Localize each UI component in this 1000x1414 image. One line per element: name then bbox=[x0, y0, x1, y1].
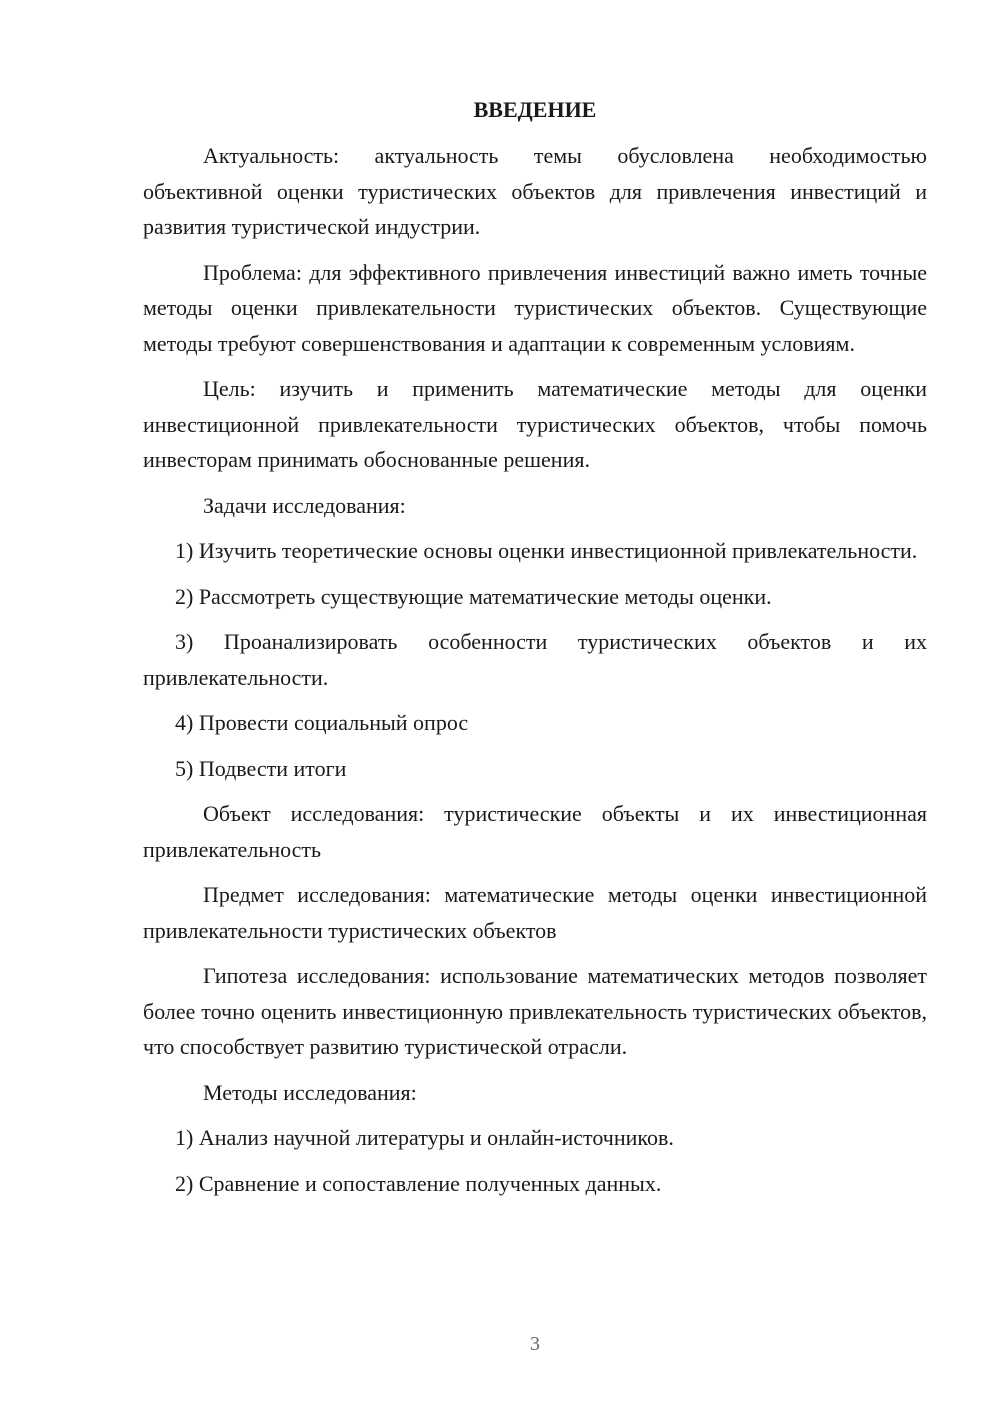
task-item: 4) Провести социальный опрос bbox=[175, 710, 469, 735]
page-number: 3 bbox=[530, 1333, 540, 1355]
methods-title: Методы исследования: bbox=[203, 1079, 417, 1105]
page-content bbox=[143, 94, 927, 1201]
task-item: 5) Подвести итоги bbox=[175, 755, 347, 781]
task-item: 1) Изучить теоретические основы оценки инвестиционной привлекательности. bbox=[175, 538, 918, 563]
relevance-paragraph: Актуальность: актуальность темы обусловлена необходимостью объективной оценки туристических объектов для привлечения инвестиций и развития туристической индустрии. bbox=[143, 143, 927, 239]
goal-paragraph: Цель: изучить и применить математические методы для оценки инвестиционной привлекательности туристических объектов, чтобы помочь инвесторам принимать обоснованные решения. bbox=[143, 376, 927, 472]
page-title: ВВЕДЕНИЕ bbox=[473, 97, 597, 122]
subject-paragraph: Предмет исследования: математические методы оценки инвестиционной привлекательности туристических объектов bbox=[143, 882, 927, 943]
method-item: 1) Анализ научной литературы и онлайн-источников. bbox=[175, 1125, 674, 1150]
hypothesis-paragraph: Гипотеза исследования: использование математических методов позволяет более точно оценить инвестиционную привлекательность туристических объектов, что способствует развитию туристической отрасли. bbox=[143, 963, 927, 1059]
task-item: 3) Проанализировать особенности туристических объектов и их привлекательности. bbox=[143, 629, 927, 690]
tasks-title: Задачи исследования: bbox=[203, 492, 406, 518]
problem-paragraph: Проблема: для эффективного привлечения инвестиций важно иметь точные методы оценки привлекательности туристических объектов. Существующие методы требуют совершенствования и адаптации к современным условиям. bbox=[143, 259, 927, 356]
object-paragraph: Объект исследования: туристические объекты и их инвестиционная привлекательность bbox=[143, 801, 927, 862]
method-item: 2) Сравнение и сопоставление полученных данных. bbox=[175, 1170, 662, 1196]
task-item: 2) Рассмотреть существующие математические методы оценки. bbox=[175, 583, 772, 609]
